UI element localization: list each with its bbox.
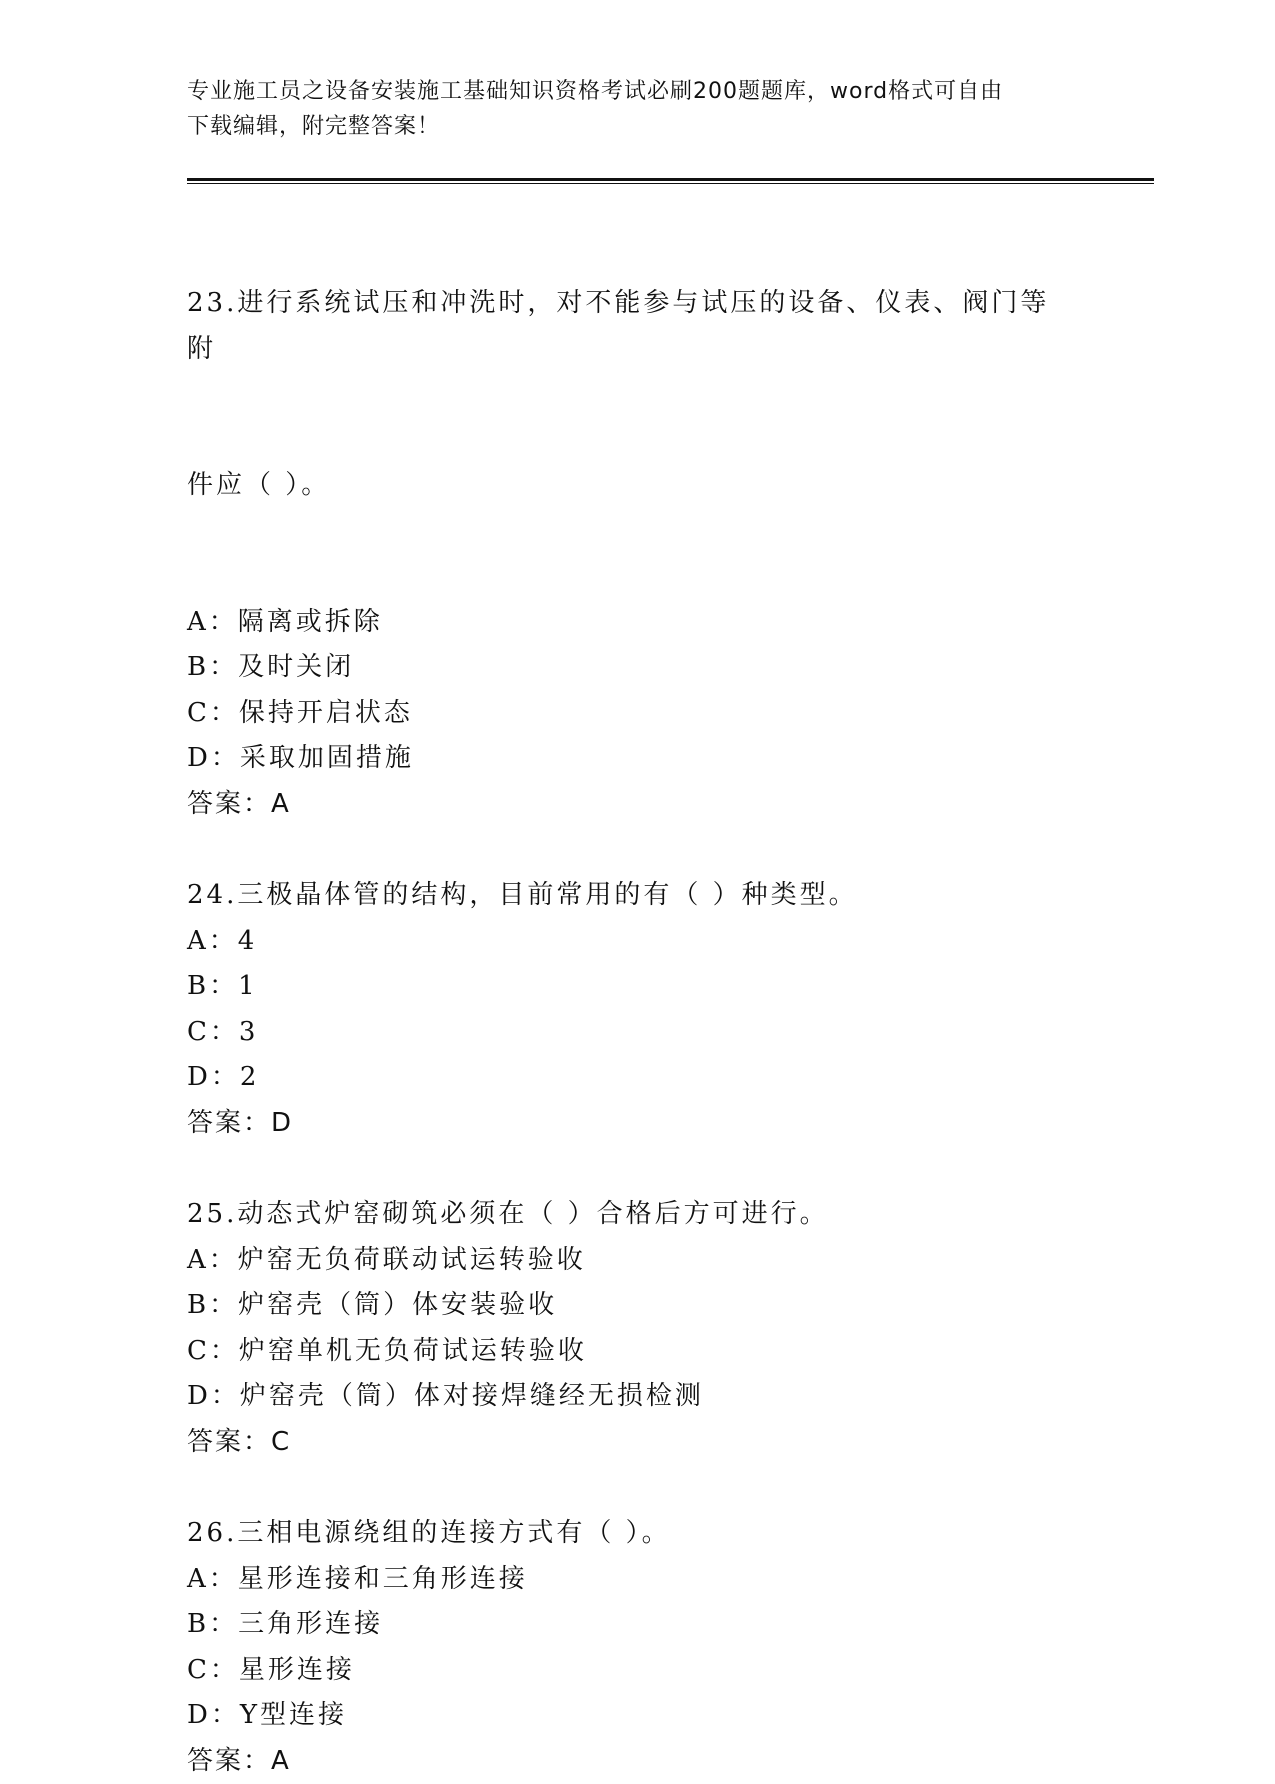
option-d: D：2 [187, 1055, 1087, 1101]
question-stem: 25.动态式炉窑砌筑必须在（ ）合格后方可进行。 [187, 1192, 1067, 1238]
option-c: C：炉窑单机无负荷试运转验收 [187, 1329, 1087, 1375]
question-stem: 26.三相电源绕组的连接方式有（ ）。 [187, 1511, 1067, 1557]
option-d: D：炉窑壳（筒）体对接焊缝经无损检测 [187, 1374, 1087, 1420]
question-stem: 24.三极晶体管的结构，目前常用的有（ ）种类型。 [187, 873, 1067, 919]
option-a: A：炉窑无负荷联动试运转验收 [187, 1238, 1087, 1284]
option-c: C：3 [187, 1010, 1087, 1056]
question-24 [187, 873, 1087, 1146]
answer-line: 答案：A [187, 1739, 1087, 1784]
question-23 [187, 190, 1087, 827]
question-25 [187, 1192, 1087, 1465]
question-stem-line-1: 23.进行系统试压和冲洗时，对不能参与试压的设备、仪表、阀门等附 [187, 281, 1067, 372]
option-b: B：及时关闭 [187, 645, 1087, 691]
header-divider-thick [187, 178, 1154, 181]
option-b: B：1 [187, 964, 1087, 1010]
header-title-line-1: 专业施工员之设备安装施工基础知识资格考试必刷200题题库，word格式可自由 [187, 74, 1067, 109]
option-b: B：炉窑壳（筒）体安装验收 [187, 1283, 1087, 1329]
header-divider-thin [187, 183, 1154, 184]
question-list [187, 190, 1087, 1784]
option-a: A：4 [187, 919, 1087, 965]
question-26 [187, 1511, 1087, 1784]
answer-line: 答案：C [187, 1420, 1087, 1466]
document-header [187, 74, 1067, 144]
option-b: B：三角形连接 [187, 1602, 1087, 1648]
answer-line: 答案：D [187, 1101, 1087, 1147]
option-a: A：星形连接和三角形连接 [187, 1557, 1087, 1603]
option-a: A：隔离或拆除 [187, 600, 1087, 646]
question-stem-line-2: 件应（ ）。 [187, 463, 1067, 509]
option-c: C：保持开启状态 [187, 691, 1087, 737]
answer-line: 答案：A [187, 782, 1087, 828]
option-c: C：星形连接 [187, 1648, 1087, 1694]
option-d: D：采取加固措施 [187, 736, 1087, 782]
option-d: D：Y型连接 [187, 1693, 1087, 1739]
question-stem [187, 190, 1067, 600]
header-title-line-2: 下载编辑，附完整答案！ [187, 109, 1067, 144]
